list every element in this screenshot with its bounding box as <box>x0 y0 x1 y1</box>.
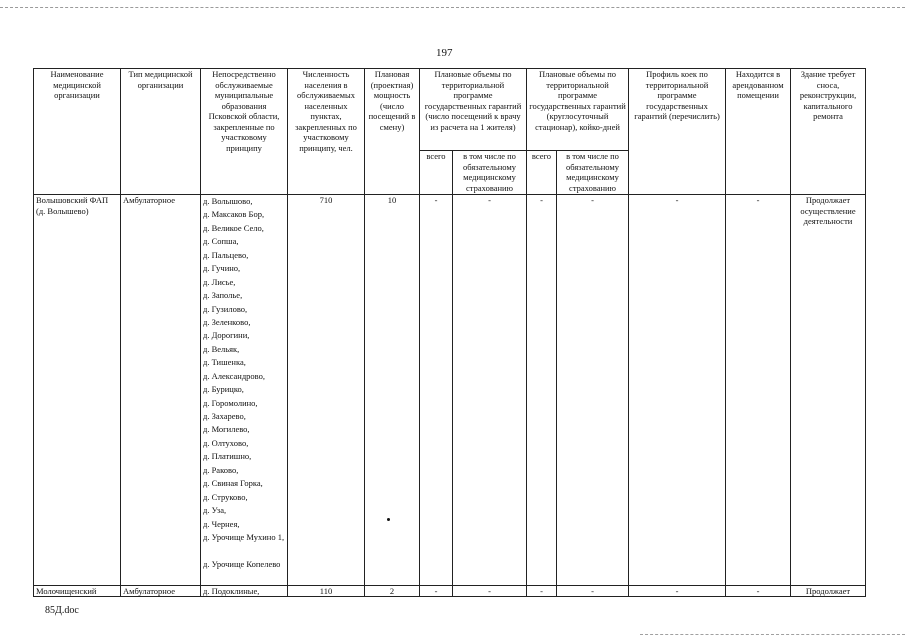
settlement-item: д. Уза, <box>203 505 227 516</box>
settlement-item: д. Заполье, <box>203 290 243 301</box>
settlement-item: д. Платишно, <box>203 451 252 462</box>
page-number: 197 <box>436 47 453 59</box>
settlement-item: д. Лисье, <box>203 276 236 287</box>
header-capacity: Плановая (проектная) мощность (число посещений в смену) <box>365 69 420 195</box>
cell-out-total: - <box>420 195 453 586</box>
settlement-item: д. Урочище Копелево <box>203 558 281 569</box>
settlement-item: д. Гузилово, <box>203 303 248 314</box>
cell-capacity <box>365 195 420 586</box>
subheader-out-total: всего <box>420 151 453 195</box>
cell-name: Волышовский ФАП (д. Волышево) <box>34 195 121 586</box>
cell-rented: - <box>726 585 791 597</box>
facilities-table <box>33 68 866 597</box>
cell-out-oms: - <box>453 195 527 586</box>
settlement-item: д. Чернея, <box>203 518 240 529</box>
cell-population: 710 <box>288 195 365 586</box>
cell-building: Продолжает осуществление деятельности <box>791 195 866 586</box>
settlement-item: д. Бурицко, <box>203 384 244 395</box>
document-filename: 85Д.doc <box>45 605 79 616</box>
header-name: Наименование медицинской организации <box>34 69 121 195</box>
cell-settlements <box>201 195 288 586</box>
settlement-item: д. Тишенка, <box>203 357 246 368</box>
cell-in-total: - <box>527 195 557 586</box>
settlement-item: д. Великое Село, <box>203 222 264 233</box>
settlement-item: д. Урочище Мухино 1, <box>203 531 285 542</box>
settlement-item: д. Могилево, <box>203 424 250 435</box>
table-row <box>34 585 866 597</box>
settlement-item: д. Свиная Горка, <box>203 478 263 489</box>
settlement-item: д. Александрово, <box>203 370 265 381</box>
cell-settlements: д. Подоклиные, <box>201 585 288 597</box>
capacity-value: 10 <box>387 195 397 205</box>
settlement-item: д. Олтухово, <box>203 437 249 448</box>
settlement-item: д. Сопша, <box>203 236 239 247</box>
header-municipal: Непосредственно обслуживаемые муниципальные образования Псковской области, закрепленные по участковому принципу <box>201 69 288 195</box>
cell-name: Молочищенский <box>34 585 121 597</box>
settlement-item: д. Горомолино, <box>203 397 258 408</box>
cell-in-total: - <box>527 585 557 597</box>
header-population: Численность населения в обслуживаемых населенных пунктах, закрепленных по участковому принципу, чел. <box>288 69 365 195</box>
header-outpatient-volume: Плановые объемы по территориальной программе государственных гарантий (число посещений к врачу из расчета на 1 жителя) <box>420 69 527 151</box>
settlement-item: д. Гучино, <box>203 263 241 274</box>
cell-population: 110 <box>288 585 365 597</box>
cell-building: Продолжает <box>791 585 866 597</box>
settlement-item: д. Зеленково, <box>203 316 251 327</box>
cell-type: Амбулаторное <box>121 195 201 586</box>
ink-dot <box>387 518 390 521</box>
subheader-in-total: всего <box>527 151 557 195</box>
settlement-item: д. Струково, <box>203 491 248 502</box>
settlement-item: д. Пальцево, <box>203 249 249 260</box>
cell-out-oms: - <box>453 585 527 597</box>
header-type: Тип медицинской организации <box>121 69 201 195</box>
subheader-in-oms: в том числе по обязательному медицинскому страхованию <box>557 151 629 195</box>
table-row <box>34 195 866 586</box>
subheader-out-oms: в том числе по обязательному медицинскому страхованию <box>453 151 527 195</box>
header-rented: Находится в арендованном помещении <box>726 69 791 195</box>
scan-edge-bottom <box>640 634 905 635</box>
settlement-item: д. Раково, <box>203 464 239 475</box>
cell-beds-profile: - <box>629 585 726 597</box>
scan-edge-top <box>0 7 905 8</box>
settlement-item: д. Вельяк, <box>203 343 240 354</box>
cell-rented: - <box>726 195 791 586</box>
settlement-item: д. Дорогини, <box>203 330 250 341</box>
cell-out-total: - <box>420 585 453 597</box>
header-beds-profile: Профиль коек по территориальной программе государственных гарантий (перечислить) <box>629 69 726 195</box>
settlement-item: д. Максаков Бор, <box>203 209 265 220</box>
settlement-item: д. Волышово, <box>203 196 253 206</box>
header-row <box>34 69 866 151</box>
header-building: Здание требует сноса, реконструкции, капитального ремонта <box>791 69 866 195</box>
header-inpatient-volume: Плановые объемы по территориальной программе государственных гарантий (круглосуточный стационар), койко-дней <box>527 69 629 151</box>
cell-in-oms: - <box>557 585 629 597</box>
cell-beds-profile: - <box>629 195 726 586</box>
cell-in-oms: - <box>557 195 629 586</box>
cell-capacity: 2 <box>365 585 420 597</box>
settlement-item: д. Захарево, <box>203 411 246 421</box>
cell-type: Амбулаторное <box>121 585 201 597</box>
